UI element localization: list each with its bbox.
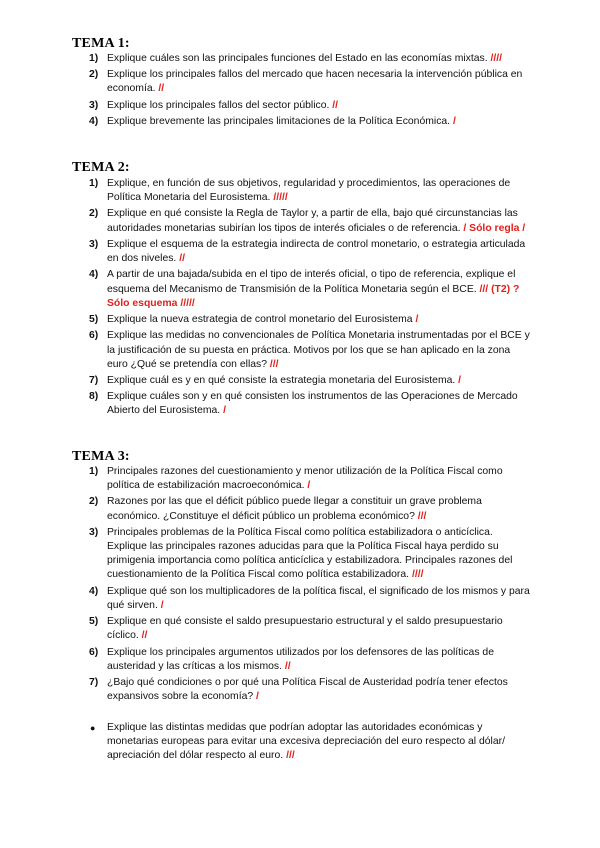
red-mark: /////	[273, 192, 288, 204]
question-item	[72, 721, 532, 763]
extra-question-list	[72, 721, 532, 766]
question-item	[72, 99, 532, 113]
question-text: Explique los principales argumentos utilizados por los defensores de las políticas de austeridad y las críticas a los mismos.	[107, 646, 494, 672]
red-mark: /	[415, 314, 419, 326]
question-item	[72, 52, 532, 66]
question-number: 7)	[89, 677, 99, 689]
question-item	[72, 313, 532, 327]
question-number: 3)	[89, 238, 99, 250]
red-mark: /// (T2) ? Sólo esquema /////	[107, 283, 520, 309]
question-number: 4)	[89, 585, 99, 597]
red-mark: //	[141, 630, 148, 642]
question-text: Principales razones del cuestionamiento y menor utilización de la Política Fiscal como política de estabilización macroeconómica.	[107, 466, 503, 492]
question-text: Explique las distintas medidas que podrían adoptar las autoridades económicas y monetarias europeas para evitar una excesiva depreciación del euro respecto al dólar/ apreciación del dólar respecto al euro.	[107, 722, 505, 762]
question-number: 2)	[89, 496, 99, 508]
red-mark: //	[158, 83, 165, 95]
question-number: 3)	[89, 99, 99, 111]
red-mark: //	[179, 253, 185, 265]
question-number: 4)	[89, 269, 99, 281]
question-item	[72, 390, 532, 418]
question-text: Explique en qué consiste el saldo presupuestario estructural y el saldo presupuestario cíclico.	[107, 616, 503, 642]
question-number: 5)	[89, 314, 99, 326]
question-number: 1)	[89, 466, 99, 477]
red-mark: ///	[417, 510, 427, 522]
question-number: 7)	[89, 375, 99, 386]
question-item	[72, 177, 532, 205]
section-title-tema-3: TEMA 3:	[72, 449, 130, 464]
question-text: Explique los principales fallos del mercado que hacen necesaria la intervención pública en economía.	[107, 69, 523, 95]
red-mark: ////	[490, 53, 503, 64]
question-list-tema-1	[72, 52, 532, 132]
question-item	[72, 207, 532, 235]
question-item	[72, 68, 532, 96]
bullet-icon: ●	[90, 723, 96, 733]
question-text: ¿Bajo qué condiciones o por qué una Política Fiscal de Austeridad podría tener efectos expansivos sobre la economía?	[107, 677, 508, 703]
question-item	[72, 329, 532, 371]
red-mark: /	[160, 599, 164, 611]
question-number: 6)	[89, 330, 99, 342]
red-mark: /	[307, 480, 311, 492]
question-number: 2)	[89, 208, 99, 220]
question-text: Explique el esquema de la estrategia indirecta de control monetario, o estrategia articulada en dos niveles.	[107, 238, 526, 265]
question-text: Explique cuáles son y en qué consisten los instrumentos de las Operaciones de Mercado Abierto del Eurosistema.	[107, 391, 518, 417]
red-mark: /	[256, 691, 259, 703]
red-mark: ////	[411, 569, 424, 581]
red-mark: / Sólo regla /	[463, 222, 526, 234]
question-number: 1)	[89, 53, 99, 64]
red-mark: //	[284, 660, 291, 672]
question-text: A partir de una bajada/subida en el tipo de interés oficial, o tipo de referencia, explique el esquema del Mecanismo de Transmisión de la Política Monetaria según el BCE.	[107, 269, 516, 295]
question-text: Explique los principales fallos del sector público.	[107, 99, 330, 111]
question-item	[72, 115, 532, 129]
question-text: Explique las medidas no convencionales de Política Monetaria instrumentadas por el BCE y la justificación de su puesta en práctica. Motivos por los que se han aplicado en la zona euro ¿Qué se pretendía con ellas?	[107, 330, 530, 370]
question-number: 6)	[89, 646, 99, 658]
question-text: Razones por las que el déficit público puede llegar a constituir un grave problema económico. ¿Constituye el déficit público un problema económico?	[107, 496, 482, 522]
question-number: 4)	[89, 116, 99, 128]
question-item	[72, 268, 532, 310]
question-item	[72, 465, 532, 493]
question-text: Explique qué son los multiplicadores de la política fiscal, el significado de los mismos y para qué sirven.	[107, 585, 530, 611]
question-text: Explique cuáles son las principales funciones del Estado en las economías mixtas.	[107, 53, 488, 64]
red-mark: /	[452, 116, 456, 128]
question-number: 1)	[89, 178, 99, 189]
question-text: Explique cuál es y en qué consiste la estrategia monetaria del Eurosistema.	[107, 375, 456, 386]
question-item	[72, 374, 532, 388]
question-text: Principales problemas de la Política Fiscal como política estabilizadora o anticíclica. Explique las principales razones aducidas para que la Política Fiscal haya perdido su primigenia importancia como política anticíclica y estabilizadora. Principales razones del cuestionamiento de la Política Fiscal como política estabilizadora.	[107, 526, 513, 581]
question-text: Explique la nueva estrategia de control monetario del Eurosistema	[107, 314, 413, 326]
question-text: Explique brevemente las principales limitaciones de la Política Económica.	[107, 116, 451, 128]
question-item	[72, 676, 532, 704]
section-title-tema-2: TEMA 2:	[72, 160, 130, 175]
question-number: 3)	[89, 526, 99, 538]
red-mark: ///	[286, 750, 295, 762]
red-mark: /	[223, 405, 226, 417]
question-number: 5)	[89, 616, 99, 628]
question-list-tema-2	[72, 177, 532, 421]
question-number: 8)	[89, 391, 99, 403]
question-item	[72, 585, 532, 613]
red-mark: ///	[269, 358, 279, 370]
red-mark: /	[458, 375, 462, 386]
question-text: Explique, en función de sus objetivos, regularidad y procedimientos, las operaciones de Política Monetaria del Eurosistema.	[107, 178, 511, 204]
question-item	[72, 646, 532, 674]
question-item	[72, 495, 532, 523]
red-mark: //	[332, 99, 339, 111]
question-number: 2)	[89, 69, 99, 81]
question-item	[72, 615, 532, 643]
question-item	[72, 526, 532, 582]
question-item	[72, 238, 532, 266]
question-list-tema-3	[72, 465, 532, 707]
section-title-tema-1: TEMA 1:	[72, 36, 130, 51]
question-text: Explique en qué consiste la Regla de Taylor y, a partir de ella, bajo qué circunstancias las autoridades monetarias subirían los tipos de interés oficiales o de referencia.	[107, 208, 518, 234]
